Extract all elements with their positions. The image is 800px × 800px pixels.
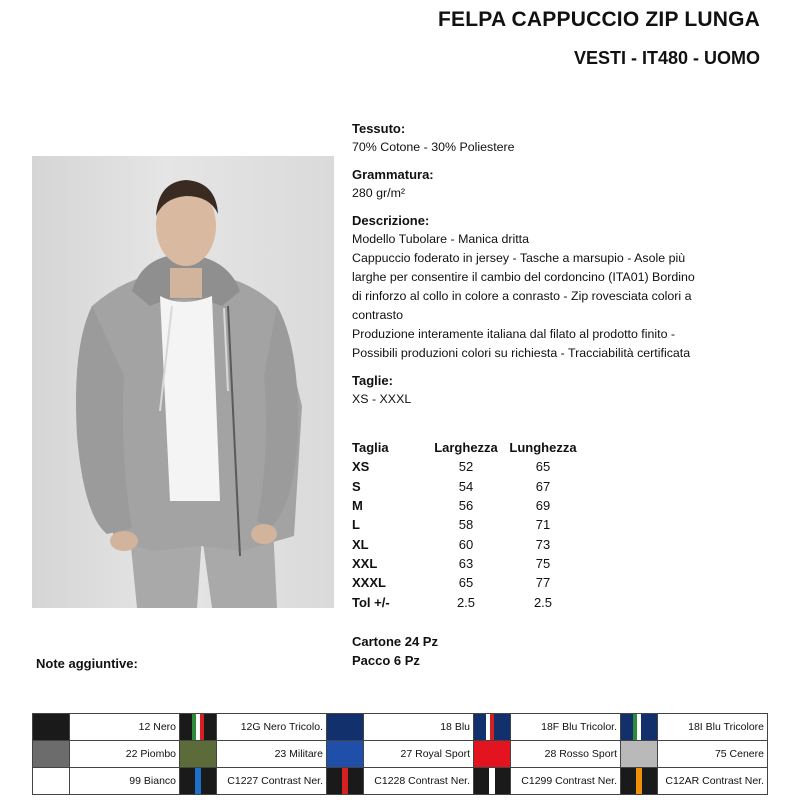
color-swatch (180, 768, 217, 795)
pacco-text: Pacco 6 Pz (352, 653, 420, 668)
table-row (352, 457, 582, 476)
color-swatch (33, 714, 70, 741)
size-table (352, 438, 582, 612)
descrizione-line: di rinforzo al collo in colore a conrasto - Zip rovesciata colori a (352, 289, 692, 303)
color-swatch (474, 741, 511, 768)
color-name: 22 Piombo (70, 741, 180, 768)
size-table-header (352, 438, 582, 457)
swatch-fill (621, 741, 657, 767)
color-swatch (474, 768, 511, 795)
descrizione-line: Modello Tubolare - Manica dritta (352, 232, 529, 246)
color-name: 18 Blu (364, 714, 474, 741)
color-name: 99 Bianco (70, 768, 180, 795)
product-specs (352, 119, 752, 409)
size-cell: L (352, 517, 360, 533)
taglie-value: XS - XXXL (352, 392, 412, 406)
color-name: C1227 Contrast Ner. (217, 768, 327, 795)
header-larghezza: Larghezza (434, 440, 498, 456)
tessuto-value: 70% Cotone - 30% Poliestere (352, 140, 515, 154)
header-taglia: Taglia (352, 440, 389, 456)
swatch-fill (180, 741, 216, 767)
product-subtitle: VESTI - IT480 - UOMO (573, 48, 760, 68)
tessuto-label: Tessuto: (352, 121, 406, 136)
note-label: Note aggiuntive: (36, 656, 138, 671)
table-row (352, 592, 582, 611)
size-cell: XXL (352, 555, 378, 571)
product-photo (32, 156, 334, 608)
color-swatch (621, 741, 658, 768)
length-cell: 2.5 (533, 594, 553, 610)
table-row (352, 534, 582, 553)
descrizione-label: Descrizione: (352, 213, 430, 228)
color-row (33, 768, 768, 795)
length-cell: 65 (535, 459, 551, 475)
width-cell: 65 (458, 575, 474, 591)
swatch-fill (33, 714, 69, 740)
color-name: C12AR Contrast Ner. (658, 768, 768, 795)
table-row (352, 477, 582, 496)
cartone-text: Cartone 24 Pz (352, 634, 438, 649)
width-cell: 60 (458, 536, 474, 552)
swatch-fill (180, 768, 216, 794)
width-cell: 2.5 (456, 594, 476, 610)
color-swatch (33, 741, 70, 768)
size-cell: S (352, 478, 361, 494)
grammatura-value: 280 gr/m² (352, 186, 406, 200)
width-cell: 63 (458, 555, 474, 571)
color-swatch (621, 714, 658, 741)
color-name: 12 Nero (70, 714, 180, 741)
width-cell: 56 (458, 498, 474, 514)
color-swatch (327, 714, 364, 741)
descrizione-line: Produzione interamente italiana dal filato al prodotto finito - (352, 327, 676, 341)
color-swatch (327, 741, 364, 768)
color-table (32, 713, 768, 795)
width-cell: 52 (458, 459, 474, 475)
table-row (352, 496, 582, 515)
packaging-info (352, 632, 438, 670)
color-swatch (180, 714, 217, 741)
color-swatch (621, 768, 658, 795)
swatch-fill (474, 714, 510, 740)
swatch-fill (474, 741, 510, 767)
header-lunghezza: Lunghezza (509, 440, 577, 456)
taglie-label: Taglie: (352, 373, 393, 388)
color-row (33, 714, 768, 741)
descrizione-line: Cappuccio foderato in jersey - Tasche a marsupio - Asole più (352, 251, 686, 265)
length-cell: 69 (535, 498, 551, 514)
descrizione-line: contrasto (352, 308, 403, 322)
length-cell: 71 (535, 517, 551, 533)
model-hoodie-illustration (32, 156, 334, 608)
length-cell: 75 (535, 555, 551, 571)
width-cell: 54 (458, 478, 474, 494)
size-cell: XXXL (352, 575, 386, 591)
swatch-fill (33, 741, 69, 767)
color-name: 18I Blu Tricolore (658, 714, 768, 741)
color-swatch (180, 741, 217, 768)
table-row (352, 554, 582, 573)
length-cell: 77 (535, 575, 551, 591)
width-cell: 58 (458, 517, 474, 533)
color-name: 27 Royal Sport (364, 741, 474, 768)
color-swatch (327, 768, 364, 795)
color-row (33, 741, 768, 768)
color-name: 18F Blu Tricolor. (511, 714, 621, 741)
color-swatch (33, 768, 70, 795)
product-title: FELPA CAPPUCCIO ZIP LUNGA (438, 8, 760, 31)
color-name: C1228 Contrast Ner. (364, 768, 474, 795)
swatch-fill (327, 768, 363, 794)
color-name: 28 Rosso Sport (511, 741, 621, 768)
table-row (352, 573, 582, 592)
swatch-fill (33, 768, 69, 794)
swatch-fill (180, 714, 216, 740)
size-cell: XS (352, 459, 370, 475)
grammatura-label: Grammatura: (352, 167, 434, 182)
size-cell: M (352, 498, 363, 514)
swatch-fill (474, 768, 510, 794)
size-cell: Tol +/- (352, 594, 390, 610)
table-row (352, 515, 582, 534)
color-swatch (474, 714, 511, 741)
color-name: 12G Nero Tricolo. (217, 714, 327, 741)
descrizione-line: larghe per consentire il cambio del cordoncino (ITA01) Bordino (352, 270, 695, 284)
swatch-fill (327, 741, 363, 767)
descrizione-line: Possibili produzioni colori su richiesta - Tracciabilità certificata (352, 346, 691, 360)
swatch-fill (327, 714, 363, 740)
length-cell: 73 (535, 536, 551, 552)
swatch-fill (621, 768, 657, 794)
color-name: 23 Militare (217, 741, 327, 768)
length-cell: 67 (535, 478, 551, 494)
swatch-fill (621, 714, 657, 740)
color-name: 75 Cenere (658, 741, 768, 768)
color-name: C1299 Contrast Ner. (511, 768, 621, 795)
size-cell: XL (352, 536, 369, 552)
